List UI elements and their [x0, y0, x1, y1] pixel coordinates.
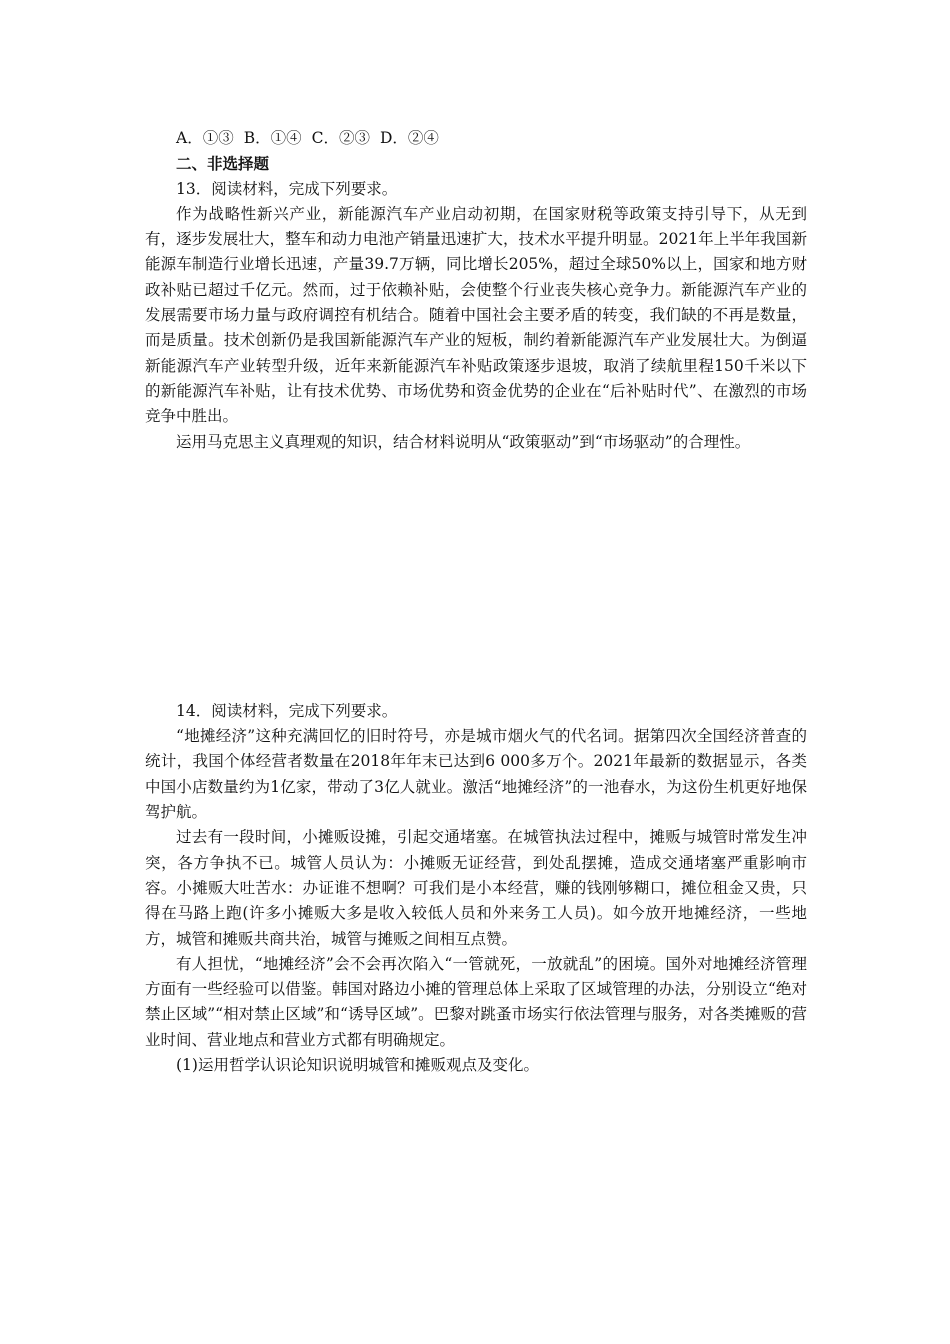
answer-space — [145, 455, 807, 699]
option-d: D．②④ — [379, 129, 439, 147]
option-a: A．①③ — [176, 129, 234, 147]
q14-paragraph-2: 过去有一段时间，小摊贩设摊，引起交通堵塞。在城管执法过程中，摊贩与城管时常发生冲突，各方争执不已。城管人员认为：小摊贩无证经营，到处乱摆摊，造成交通堵塞严重影响市容。小摊贩大吐苦水：办证谁不想啊？可我们是小本经营，赚的钱刚够糊口，摊位租金又贵，只得在马路上跑(许多小摊贩大多是收入较低人员和外来务工人员)。如今放开地摊经济，一些地方，城管和摊贩共商共治，城管与摊贩之间相互点赞。 — [145, 828, 807, 948]
q14-paragraph-3: 有人担忧，“地摊经济”会不会再次陷入“一管就死，一放就乱”的困境。国外对地摊经济管理方面有一些经验可以借鉴。韩国对路边小摊的管理总体上采取了区域管理的办法，分别设立“绝对禁止区域”“相对禁止区域”和“诱导区域”。巴黎对跳蚤市场实行依法管理与服务，对各类摊贩的营业时间、营业地点和营业方式都有明确规定。 — [145, 954, 807, 1049]
q13-task: 运用马克思主义真理观的知识，结合材料说明从“政策驱动”到“市场驱动”的合理性。 — [176, 432, 751, 451]
section-heading: 二、非选择题 — [176, 154, 270, 174]
q13-material: 作为战略性新兴产业，新能源汽车产业启动初期，在国家财税等政策支持引导下，从无到有，逐步发展壮大，整车和动力电池产销量迅速扩大，技术水平提升明显。2021年上半年我国新能源车制造行业增长迅速，产量39.7万辆，同比增长205%，超过全球50%以上，国家和地方财政补贴已超过千亿元。然而，过于依赖补贴，会使整个行业丧失核心竞争力。新能源汽车产业的发展需要市场力量与政府调控有机结合。随着中国社会主要矛盾的转变，我们缺的不再是数量，而是质量。技术创新仍是我国新能源汽车产业的短板，制约着新能源汽车产业发展壮大。为倒逼新能源汽车产业转型升级，近年来新能源汽车补贴政策逐步退坡，取消了续航里程150千米以下的新能源汽车补贴，让有技术优势、市场优势和资金优势的企业在“后补贴时代”、在激烈的市场竞争中胜出。 — [145, 204, 807, 426]
option-b: B．①④ — [243, 129, 302, 147]
q14-paragraph-1: “地摊经济”这种充满回忆的旧时符号，亦是城市烟火气的代名词。据第四次全国经济普查的统计，我国个体经营者数量在2018年年末已达到6 000多万个。2021年最新的数据显示，各类中国小店数量约为1亿家，带动了3亿人就业。激活“地摊经济”的一池春水，为这份生机更好地保驾护航。 — [145, 727, 807, 822]
q14-prompt: 14．阅读材料，完成下列要求。 — [176, 701, 398, 720]
answer-options — [145, 126, 807, 151]
document-page — [145, 126, 807, 1078]
q13-prompt: 13．阅读材料，完成下列要求。 — [176, 179, 398, 198]
option-c: C．②③ — [311, 129, 370, 147]
q14-task-1: (1)运用哲学认识论知识说明城管和摊贩观点及变化。 — [176, 1056, 539, 1075]
